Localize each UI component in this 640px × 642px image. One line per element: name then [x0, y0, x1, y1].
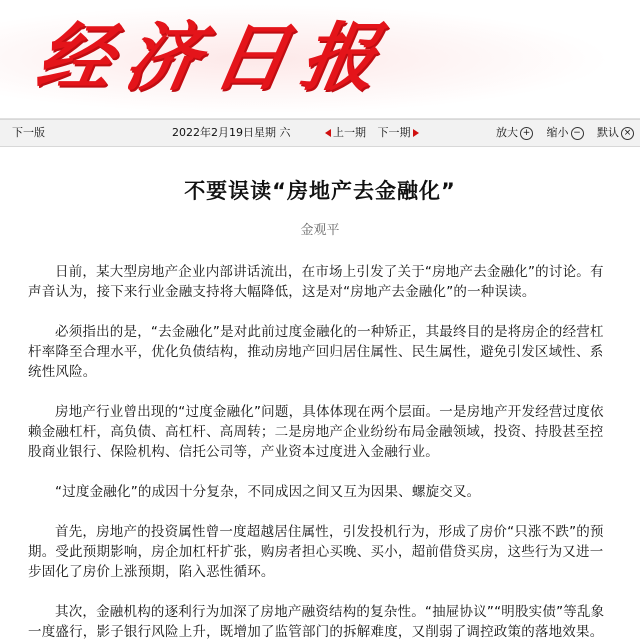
newspaper-logo[interactable]: 经济日报: [30, 15, 398, 101]
issue-navigation: [325, 120, 427, 146]
article-paragraph: “过度金融化”的成因十分复杂，不同成因之间又互为因果、螺旋交叉。: [55, 484, 481, 500]
article-title: 不要误读“房地产去金融化”: [184, 179, 456, 203]
next-issue-link[interactable]: 下一期: [378, 126, 419, 139]
plus-icon: +: [520, 127, 533, 140]
zoom-in-button[interactable]: 放大 +: [496, 126, 533, 139]
article-paragraph: 房地产行业曾出现的“过度金融化”问题，具体体现在两个层面。一是房地产开发经营过度依赖金融杠杆，高负债、高杠杆、高周转；二是房地产企业纷纷布局金融领域，投资、持股甚至控股商业银行、保险机构、信托公司等，产业资本过度进入金融行业。: [28, 404, 604, 460]
default-zoom-button[interactable]: 默认 ×: [597, 126, 634, 139]
masthead: [0, 0, 640, 119]
next-page-link[interactable]: 下一版: [12, 126, 45, 139]
zoom-controls: [486, 120, 634, 146]
arrow-right-icon: [413, 129, 419, 137]
issue-date: 2022年2月19日星期 六: [172, 126, 291, 139]
reset-icon: ×: [621, 127, 634, 140]
previous-issue-link[interactable]: 上一期: [325, 126, 366, 139]
toolbar: [0, 119, 640, 147]
article-paragraph: 日前，某大型房地产企业内部讲话流出，在市场上引发了关于“房地产去金融化”的讨论。有声音认为，接下来行业金融支持将大幅降低，这是对“房地产去金融化”的一种误读。: [28, 264, 604, 300]
zoom-out-button[interactable]: 缩小 −: [547, 126, 584, 139]
article: [0, 175, 640, 642]
article-paragraph: 其次，金融机构的逐利行为加深了房地产融资结构的复杂性。“抽屉协议”“明股实债”等乱象一度盛行，影子银行风险上升，既增加了监管部门的拆解难度，又削弱了调控政策的落地效果。: [28, 604, 605, 640]
arrow-left-icon: [325, 129, 331, 137]
minus-icon: −: [571, 127, 584, 140]
article-paragraph: 首先，房地产的投资属性曾一度超越居住属性，引发投机行为，形成了房价“只涨不跌”的预期。受此预期影响，房企加杠杆扩张，购房者担心买晚、买小，超前借贷买房，这些行为又进一步固化了房价上涨预期，陷入恶性循环。: [28, 524, 604, 580]
article-author: 金观平: [300, 223, 340, 238]
article-paragraph: 必须指出的是，“去金融化”是对此前过度金融化的一种矫正，其最终目的是将房企的经营杠杆率降至合理水平，优化负债结构，推动房地产回归居住属性、民生属性，避免引发区域性、系统性风险。: [28, 324, 604, 380]
